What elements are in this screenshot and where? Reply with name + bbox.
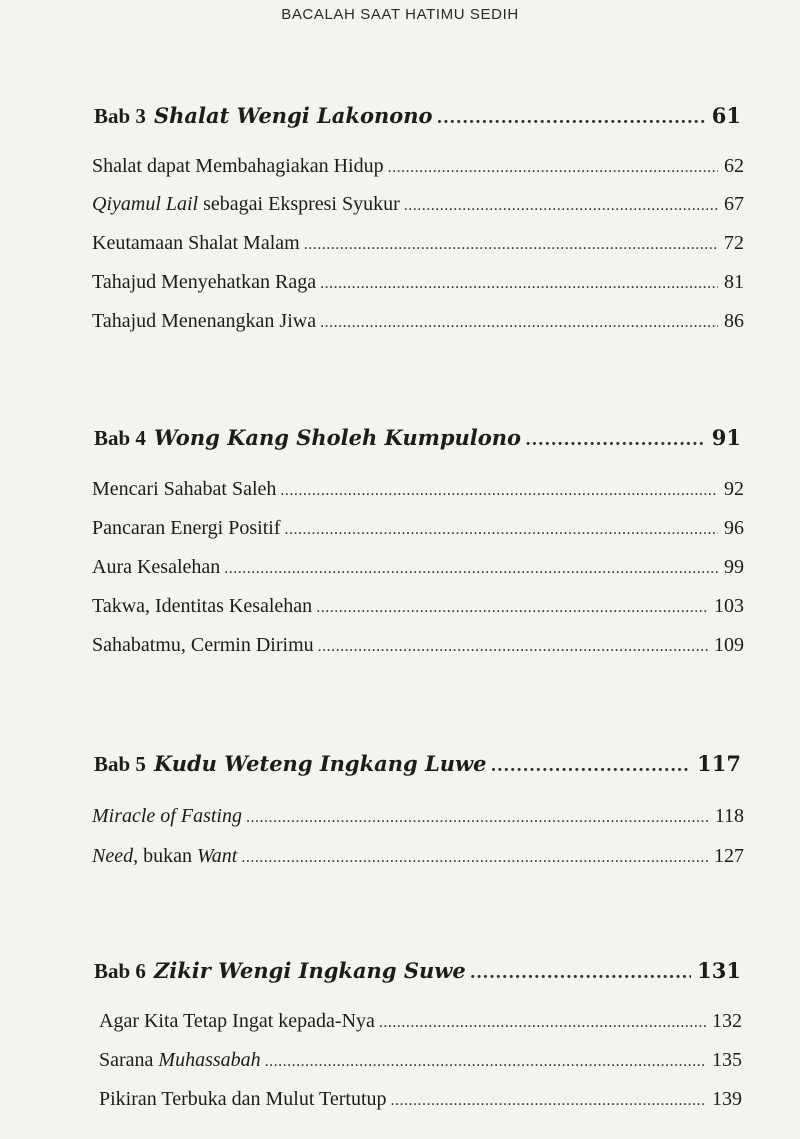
chapter-label xyxy=(94,425,521,451)
chapter-entry[interactable] xyxy=(94,425,741,451)
section-entry[interactable] xyxy=(92,595,744,618)
section-title xyxy=(92,271,316,294)
italic-text: Miracle of Fasting xyxy=(92,805,242,827)
section-entry[interactable] xyxy=(99,1010,742,1033)
italic-text: Need xyxy=(92,845,134,867)
chapter-label xyxy=(94,958,466,984)
dot-leader xyxy=(490,756,691,776)
section-text: Tahajud Menyehatkan Raga xyxy=(92,271,317,293)
section-page-number: 67 xyxy=(724,193,744,215)
section-entry[interactable] xyxy=(92,634,744,657)
section-title xyxy=(92,805,242,828)
dot-leader xyxy=(391,1092,706,1110)
chapter-label xyxy=(94,751,486,777)
section-page-number: 132 xyxy=(712,1010,742,1032)
section-page-number: 62 xyxy=(724,155,744,177)
chapter-page-number: 91 xyxy=(711,425,741,450)
chapter-entry[interactable] xyxy=(94,751,741,777)
section-entry[interactable] xyxy=(92,517,744,540)
section-text: Takwa, Identitas Kesalehan xyxy=(92,595,313,617)
section-title xyxy=(92,556,220,579)
dot-leader xyxy=(304,236,718,254)
dot-leader xyxy=(437,108,706,128)
section-text: Shalat dapat Membahagiakan Hidup xyxy=(92,155,384,177)
dot-leader xyxy=(525,430,706,450)
section-title xyxy=(92,232,300,255)
section-title xyxy=(92,595,312,618)
section-title xyxy=(99,1088,387,1111)
chapter-number: Bab 3 xyxy=(94,104,146,128)
section-title xyxy=(92,634,314,657)
section-page-number: 139 xyxy=(712,1088,742,1110)
section-entry[interactable] xyxy=(92,155,744,178)
section-text: Sarana xyxy=(99,1049,159,1071)
section-text: Keutamaan Shalat Malam xyxy=(92,232,300,254)
section-page-number: 135 xyxy=(712,1049,742,1071)
dot-leader xyxy=(404,197,718,215)
chapter-page-number: 131 xyxy=(697,958,741,983)
section-text: Tahajud Menenangkan Jiwa xyxy=(92,310,317,332)
section-page-number: 127 xyxy=(714,845,744,867)
section-text: Pancaran Energi Positif xyxy=(92,517,281,539)
chapter-title: Wong Kang Sholeh Kumpulono xyxy=(153,425,522,450)
section-title xyxy=(92,517,280,540)
section-text: Aura Kesalehan xyxy=(92,556,221,578)
running-header: BACALAH SAAT HATIMU SEDIH xyxy=(281,6,519,23)
dot-leader xyxy=(379,1014,706,1032)
section-page-number: 103 xyxy=(714,595,744,617)
section-entry[interactable] xyxy=(92,805,744,828)
section-text: , bukan xyxy=(133,845,197,867)
section-page-number: 96 xyxy=(724,517,744,539)
section-title xyxy=(99,1010,375,1033)
chapter-label xyxy=(94,103,433,129)
chapter-page-number: 61 xyxy=(711,103,741,128)
section-entry[interactable] xyxy=(92,845,744,868)
chapter-number: Bab 6 xyxy=(94,959,146,983)
chapter-entry[interactable] xyxy=(94,103,741,129)
section-page-number: 92 xyxy=(724,478,744,500)
chapter-title: Kudu Weteng Ingkang Luwe xyxy=(153,751,487,776)
dot-leader xyxy=(284,521,718,539)
section-title xyxy=(92,478,276,501)
section-page-number: 81 xyxy=(724,271,744,293)
italic-text: Want xyxy=(196,845,238,867)
section-title xyxy=(92,845,237,868)
section-title xyxy=(99,1049,261,1072)
section-text: Mencari Sahabat Saleh xyxy=(92,478,277,500)
italic-text: Qiyamul Lail xyxy=(92,193,199,215)
section-entry[interactable] xyxy=(99,1088,742,1111)
dot-leader xyxy=(241,849,708,867)
dot-leader xyxy=(470,963,691,983)
section-title xyxy=(92,155,384,178)
section-page-number: 86 xyxy=(724,310,744,332)
chapter-title: Zikir Wengi Ingkang Suwe xyxy=(153,958,466,983)
dot-leader xyxy=(280,482,718,500)
section-entry[interactable] xyxy=(92,193,744,216)
chapter-entry[interactable] xyxy=(94,958,741,984)
section-text: Agar Kita Tetap Ingat kepada-Nya xyxy=(99,1010,375,1032)
section-entry[interactable] xyxy=(92,310,744,333)
chapter-number: Bab 4 xyxy=(94,426,146,450)
section-text: sebagai Ekspresi Syukur xyxy=(198,193,400,215)
section-page-number: 99 xyxy=(724,556,744,578)
section-title xyxy=(92,310,316,333)
dot-leader xyxy=(316,599,708,617)
dot-leader xyxy=(388,159,718,177)
section-page-number: 118 xyxy=(714,805,744,827)
italic-text: Muhassabah xyxy=(158,1049,261,1071)
dot-leader xyxy=(318,638,708,656)
section-entry[interactable] xyxy=(92,232,744,255)
dot-leader xyxy=(320,275,718,293)
chapter-page-number: 117 xyxy=(697,751,741,776)
dot-leader xyxy=(320,314,718,332)
section-entry[interactable] xyxy=(99,1049,742,1072)
section-title xyxy=(92,193,400,216)
dot-leader xyxy=(246,809,709,827)
section-entry[interactable] xyxy=(92,271,744,294)
section-page-number: 72 xyxy=(724,232,744,254)
dot-leader xyxy=(265,1053,706,1071)
section-entry[interactable] xyxy=(92,556,744,579)
section-page-number: 109 xyxy=(714,634,744,656)
dot-leader xyxy=(224,560,718,578)
section-text: Pikiran Terbuka dan Mulut Tertutup xyxy=(99,1088,387,1110)
chapter-number: Bab 5 xyxy=(94,752,146,776)
chapter-title: Shalat Wengi Lakonono xyxy=(153,103,433,128)
section-text: Sahabatmu, Cermin Dirimu xyxy=(92,634,314,656)
section-entry[interactable] xyxy=(92,478,744,501)
